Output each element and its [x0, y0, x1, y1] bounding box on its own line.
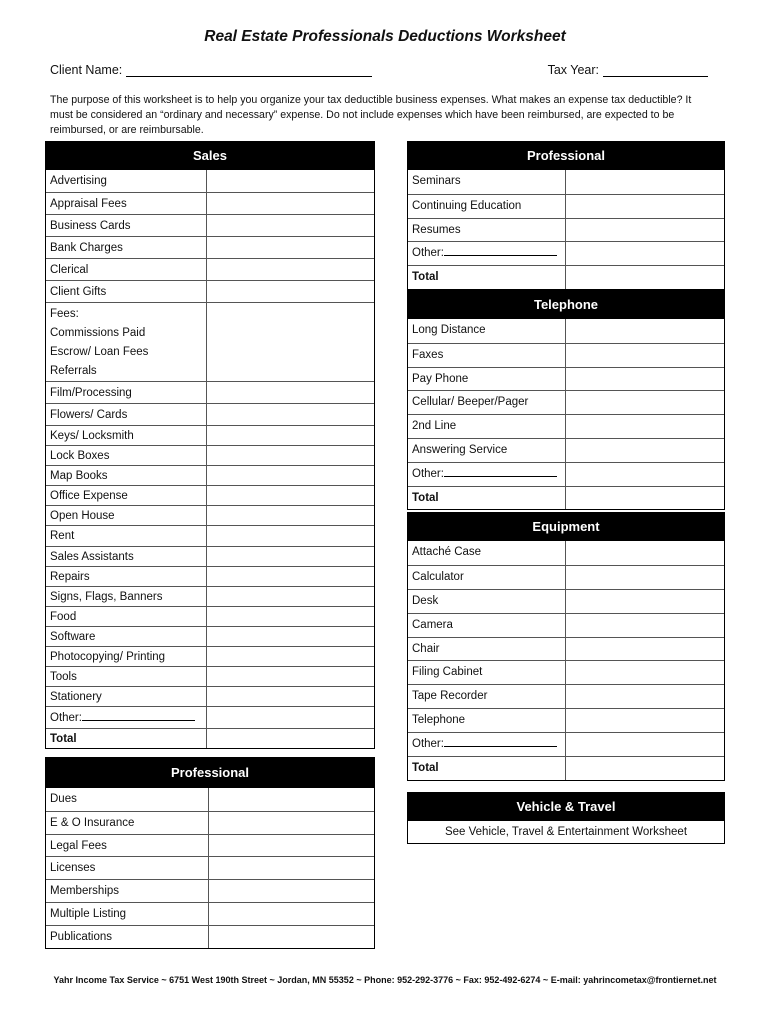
- sales-row: [46, 192, 374, 214]
- amount-cell[interactable]: [566, 439, 724, 462]
- sales-row: [46, 236, 374, 258]
- equipment-row: [408, 660, 724, 684]
- amount-cell[interactable]: [207, 587, 374, 606]
- telephone-row: [408, 343, 724, 367]
- amount-cell[interactable]: [207, 607, 374, 626]
- amount-cell[interactable]: [207, 426, 374, 445]
- amount-cell[interactable]: [207, 567, 374, 586]
- equipment-section: [407, 512, 725, 781]
- row-label: [408, 242, 566, 265]
- telephone-row: [408, 367, 724, 391]
- other-label: Other:: [50, 712, 82, 725]
- row-label: Seminars: [408, 170, 566, 194]
- telephone-section: [407, 290, 725, 510]
- row-label: Rent: [46, 526, 207, 545]
- row-label: Camera: [408, 614, 566, 637]
- professional-row: [46, 788, 374, 811]
- page-title: Real Estate Professionals Deductions Worksheet: [204, 28, 566, 45]
- row-label: Dues: [46, 788, 209, 811]
- row-label: Filing Cabinet: [408, 661, 566, 684]
- amount-cell[interactable]: [566, 319, 724, 343]
- sales-row: [46, 666, 374, 686]
- amount-cell[interactable]: [207, 215, 374, 236]
- amount-cell[interactable]: [209, 926, 374, 948]
- row-label: Office Expense: [46, 486, 207, 505]
- amount-cell[interactable]: [207, 193, 374, 214]
- professional-row: [46, 811, 374, 834]
- professional-row: [408, 170, 724, 194]
- sales-row: [46, 646, 374, 666]
- amount-cell[interactable]: [207, 547, 374, 566]
- row-label: Keys/ Locksmith: [46, 426, 207, 445]
- row-label: Resumes: [408, 219, 566, 242]
- row-label: Tools: [46, 667, 207, 686]
- fees-label: Escrow/ Loan Fees: [50, 346, 149, 358]
- row-label: Total: [408, 487, 566, 510]
- professional-right-section: [407, 141, 725, 290]
- amount-cell[interactable]: [566, 757, 724, 780]
- row-label: Signs, Flags, Banners: [46, 587, 207, 606]
- amount-cell[interactable]: [566, 566, 724, 589]
- row-label: Stationery: [46, 687, 207, 706]
- tax-year-label: Tax Year:: [547, 63, 599, 77]
- row-label: Licenses: [46, 857, 209, 879]
- amount-cell[interactable]: [207, 237, 374, 258]
- professional-row: [46, 902, 374, 925]
- equipment-row: [408, 541, 724, 565]
- row-label: Sales Assistants: [46, 547, 207, 566]
- amount-cell[interactable]: [209, 857, 374, 879]
- row-label: Memberships: [46, 880, 209, 902]
- sales-row: [46, 214, 374, 236]
- row-label: Attaché Case: [408, 541, 566, 565]
- professional-left-section: [45, 757, 375, 949]
- row-label: Repairs: [46, 567, 207, 586]
- other-label: Other:: [412, 738, 444, 751]
- row-label: Cellular/ Beeper/Pager: [408, 391, 566, 414]
- row-label: Legal Fees: [46, 835, 209, 857]
- sales-row: [46, 525, 374, 545]
- row-label: Pay Phone: [408, 368, 566, 391]
- equipment-row: [408, 637, 724, 661]
- equipment-row: [408, 589, 724, 613]
- amount-cell[interactable]: [566, 733, 724, 756]
- amount-cell[interactable]: [209, 835, 374, 857]
- footer-contact: Yahr Income Tax Service ~ 6751 West 190th Street ~ Jordan, MN 55352 ~ Phone: 952-292-3776 ~ Fax: 952-492-6274 ~ E-mail: yahrincometax@frontiernet.net: [53, 975, 717, 985]
- amount-cell[interactable]: [207, 627, 374, 646]
- row-label: Continuing Education: [408, 195, 566, 218]
- vehicle-travel-note: See Vehicle, Travel & Entertainment Worksheet: [444, 826, 688, 838]
- amount-cell[interactable]: [207, 303, 374, 381]
- amount-cell[interactable]: [566, 195, 724, 218]
- amount-cell[interactable]: [207, 506, 374, 525]
- amount-cell[interactable]: [566, 709, 724, 732]
- other-label: Other:: [412, 247, 444, 260]
- amount-cell[interactable]: [566, 242, 724, 265]
- professional-total-row: [408, 265, 724, 289]
- row-label: Faxes: [408, 344, 566, 367]
- row-label: Total: [408, 266, 566, 289]
- vehicle-travel-header: Vehicle & Travel: [408, 793, 724, 821]
- amount-cell[interactable]: [207, 729, 374, 748]
- equipment-header: Equipment: [408, 513, 724, 541]
- other-write-line[interactable]: [444, 466, 557, 477]
- row-label: Answering Service: [408, 439, 566, 462]
- amount-cell[interactable]: [207, 486, 374, 505]
- professional-row: [46, 879, 374, 902]
- professional-row: [46, 834, 374, 857]
- amount-cell[interactable]: [566, 266, 724, 289]
- amount-cell[interactable]: [209, 788, 374, 811]
- sales-other-row: [46, 706, 374, 728]
- other-write-line[interactable]: [444, 736, 557, 747]
- tax-year-field[interactable]: [548, 63, 708, 77]
- amount-cell[interactable]: [207, 667, 374, 686]
- professional-row: [46, 925, 374, 948]
- client-name-line: [126, 64, 372, 77]
- sales-row: [46, 381, 374, 403]
- telephone-row: [408, 438, 724, 462]
- amount-cell[interactable]: [566, 219, 724, 242]
- row-label: Desk: [408, 590, 566, 613]
- row-label: Photocopying/ Printing: [46, 647, 207, 666]
- sales-row: [46, 258, 374, 280]
- sales-fees-row: [46, 302, 374, 381]
- other-label: Other:: [412, 467, 444, 480]
- client-name-field[interactable]: [50, 63, 372, 77]
- amount-cell[interactable]: [566, 368, 724, 391]
- row-label: Chair: [408, 638, 566, 661]
- amount-cell[interactable]: [207, 170, 374, 192]
- amount-cell[interactable]: [566, 614, 724, 637]
- amount-cell[interactable]: [566, 541, 724, 565]
- row-label: [408, 463, 566, 486]
- row-label: Software: [46, 627, 207, 646]
- row-label: E & O Insurance: [46, 812, 209, 834]
- amount-cell[interactable]: [207, 259, 374, 280]
- amount-cell[interactable]: [566, 590, 724, 613]
- client-name-label: Client Name:: [50, 63, 123, 77]
- amount-cell[interactable]: [209, 903, 374, 925]
- row-label: Client Gifts: [46, 281, 207, 302]
- sales-row: [46, 170, 374, 192]
- row-label: Multiple Listing: [46, 903, 209, 925]
- amount-cell[interactable]: [207, 687, 374, 706]
- row-label: Calculator: [408, 566, 566, 589]
- row-label: Appraisal Fees: [46, 193, 207, 214]
- fees-label: Referrals: [50, 365, 97, 377]
- other-write-line[interactable]: [82, 710, 195, 721]
- amount-cell[interactable]: [209, 880, 374, 902]
- row-label: Film/Processing: [46, 382, 207, 403]
- other-write-line[interactable]: [444, 245, 557, 256]
- equipment-row: [408, 708, 724, 732]
- row-label: Map Books: [46, 466, 207, 485]
- sales-row: [46, 626, 374, 646]
- row-label: Food: [46, 607, 207, 626]
- amount-cell[interactable]: [566, 344, 724, 367]
- amount-cell[interactable]: [207, 382, 374, 403]
- amount-cell[interactable]: [566, 661, 724, 684]
- amount-cell[interactable]: [207, 281, 374, 302]
- sales-row: [46, 505, 374, 525]
- telephone-row: [408, 414, 724, 438]
- row-label: Clerical: [46, 259, 207, 280]
- row-label: Telephone: [408, 709, 566, 732]
- sales-total-row: [46, 728, 374, 748]
- sales-row: [46, 546, 374, 566]
- sales-row: [46, 586, 374, 606]
- amount-cell[interactable]: [207, 707, 374, 728]
- sales-row: [46, 566, 374, 586]
- row-label: Lock Boxes: [46, 446, 207, 465]
- telephone-row: [408, 390, 724, 414]
- amount-cell[interactable]: [566, 415, 724, 438]
- professional-row: [408, 218, 724, 242]
- sales-section: [45, 141, 375, 749]
- row-label: Advertising: [46, 170, 207, 192]
- row-label: Bank Charges: [46, 237, 207, 258]
- professional-row: [46, 856, 374, 879]
- fees-label: Fees:: [50, 308, 79, 320]
- telephone-row: [408, 319, 724, 343]
- sales-header: Sales: [46, 142, 374, 170]
- amount-cell[interactable]: [207, 446, 374, 465]
- sales-row: [46, 606, 374, 626]
- professional-other-row: [408, 241, 724, 265]
- professional-left-header: Professional: [46, 758, 374, 788]
- sales-row: [46, 465, 374, 485]
- row-label: Long Distance: [408, 319, 566, 343]
- professional-right-header: Professional: [408, 142, 724, 170]
- sales-row: [46, 686, 374, 706]
- row-label: Publications: [46, 926, 209, 948]
- telephone-total-row: [408, 486, 724, 510]
- tax-year-line: [603, 64, 708, 77]
- vehicle-travel-section: [407, 792, 725, 844]
- amount-cell[interactable]: [207, 466, 374, 485]
- row-label: Open House: [46, 506, 207, 525]
- amount-cell[interactable]: [566, 638, 724, 661]
- amount-cell[interactable]: [566, 487, 724, 510]
- professional-row: [408, 194, 724, 218]
- amount-cell[interactable]: [566, 391, 724, 414]
- equipment-total-row: [408, 756, 724, 780]
- equipment-row: [408, 565, 724, 589]
- sales-row: [46, 425, 374, 445]
- row-label: Total: [46, 729, 207, 748]
- equipment-other-row: [408, 732, 724, 756]
- amount-cell[interactable]: [566, 463, 724, 486]
- row-label: Tape Recorder: [408, 685, 566, 708]
- row-label: 2nd Line: [408, 415, 566, 438]
- fees-label: Commissions Paid: [50, 327, 146, 339]
- amount-cell[interactable]: [566, 685, 724, 708]
- sales-row: [46, 280, 374, 302]
- row-label: [46, 707, 207, 728]
- row-label: Business Cards: [46, 215, 207, 236]
- amount-cell[interactable]: [566, 170, 724, 194]
- purpose-paragraph: The purpose of this worksheet is to help you organize your tax deductible business expenses. What makes an expense tax deductible? It must be considered an “ordinary and necessary” expense. Do not include expenses which have been reimbursed, are expected to be reimbursed, or are reimbursable.: [50, 94, 692, 136]
- amount-cell[interactable]: [207, 647, 374, 666]
- sales-row: [46, 403, 374, 425]
- row-label: Flowers/ Cards: [46, 404, 207, 425]
- row-label: Total: [408, 757, 566, 780]
- row-label: [408, 733, 566, 756]
- telephone-other-row: [408, 462, 724, 486]
- sales-row: [46, 445, 374, 465]
- amount-cell[interactable]: [207, 404, 374, 425]
- equipment-row: [408, 613, 724, 637]
- amount-cell[interactable]: [209, 812, 374, 834]
- sales-row: [46, 485, 374, 505]
- amount-cell[interactable]: [207, 526, 374, 545]
- telephone-header: Telephone: [408, 291, 724, 319]
- equipment-row: [408, 684, 724, 708]
- fees-labels: [46, 303, 207, 381]
